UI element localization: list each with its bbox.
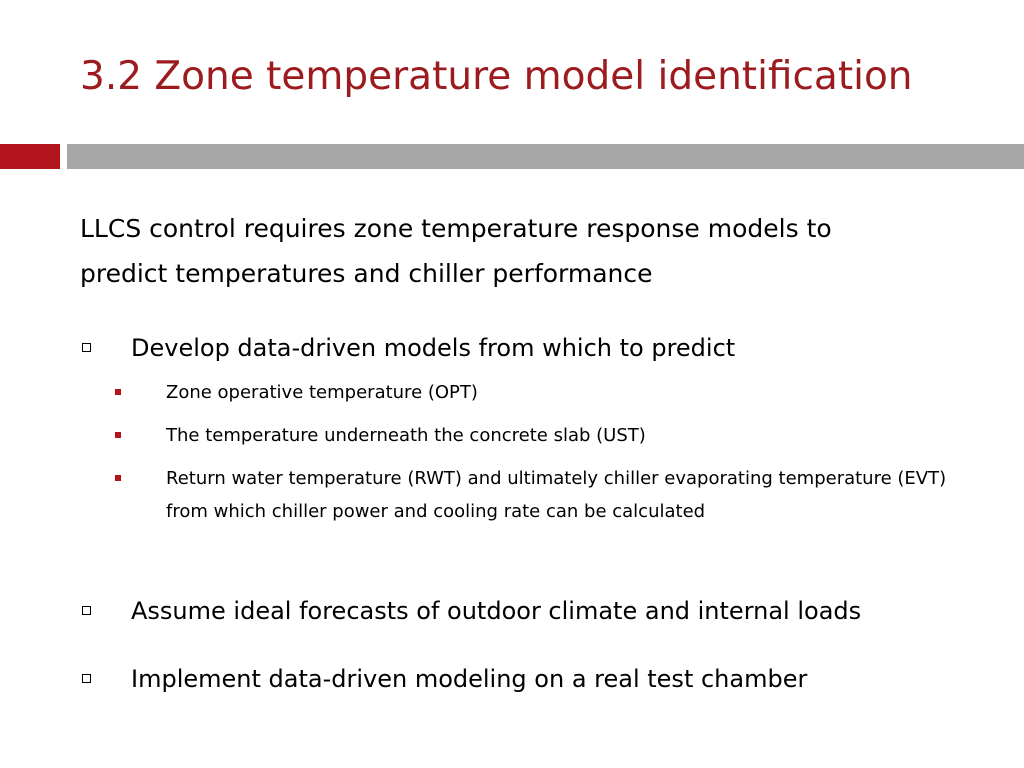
title-divider-gray [67,144,1024,169]
intro-paragraph [80,206,1020,296]
filled-square-bullet-icon [115,475,121,481]
bullet-text: Assume ideal forecasts of outdoor climate and internal loads [131,597,862,625]
sub-bullet-text: Return water temperature (RWT) and ultimately chiller evaporating temperature (EVT) from which chiller power and cooling rate can be calculated [166,468,947,522]
sub-bullet-text: Zone operative temperature (OPT) [166,382,478,403]
filled-square-bullet-icon [115,432,121,438]
hollow-square-bullet-icon [82,606,91,615]
intro-line-1: LLCS control requires zone temperature response models to [80,214,832,243]
hollow-square-bullet-icon [82,674,91,683]
slide-title: 3.2 Zone temperature model identification [80,54,913,99]
bullet-text: Implement data-driven modeling on a real test chamber [131,665,808,693]
intro-line-2: predict temperatures and chiller performance [80,259,653,288]
title-divider-red [0,144,60,169]
bullet-text: Develop data-driven models from which to predict [131,334,736,362]
sub-bullet-text: The temperature underneath the concrete slab (UST) [166,425,646,446]
filled-square-bullet-icon [115,389,121,395]
hollow-square-bullet-icon [82,343,91,352]
